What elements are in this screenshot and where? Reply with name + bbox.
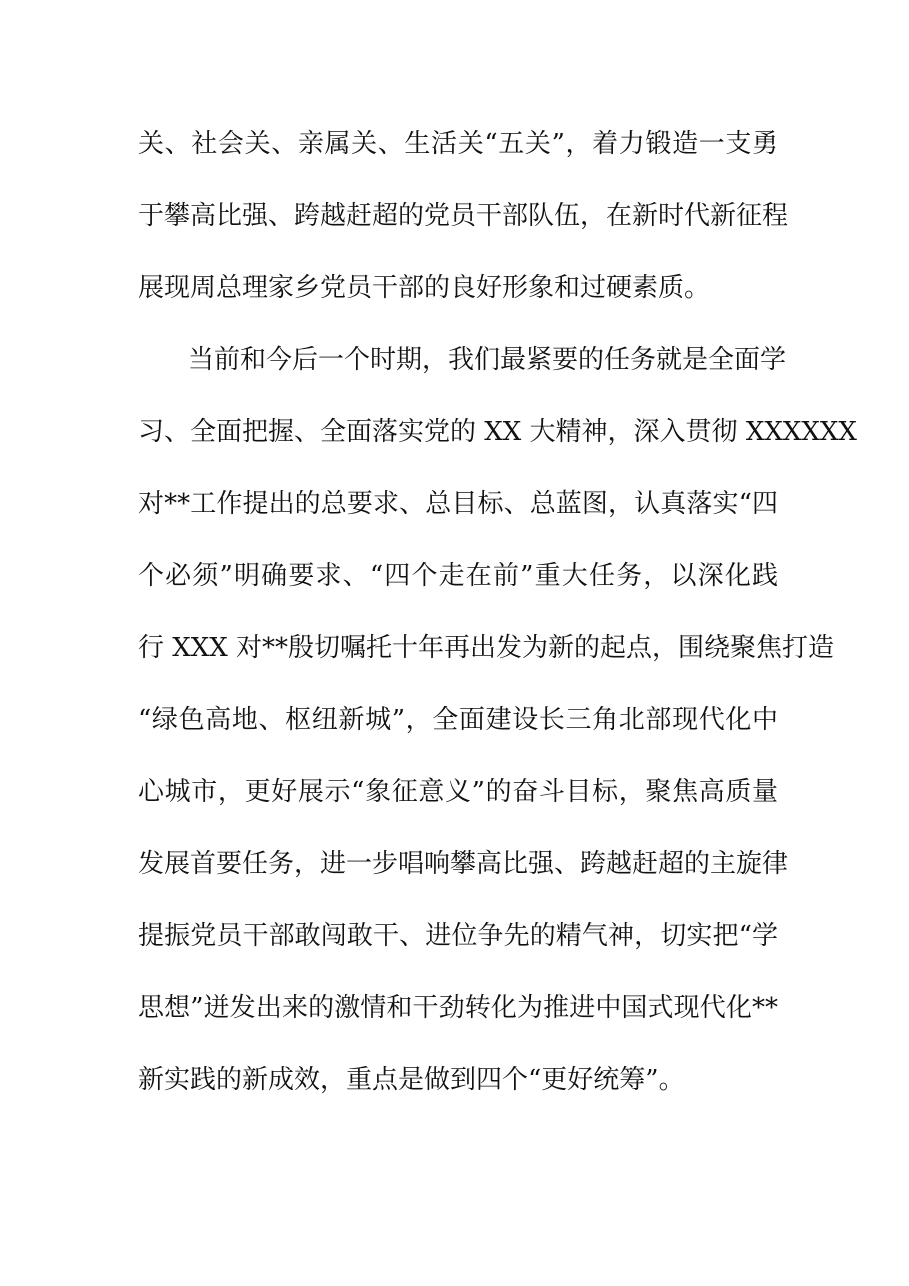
paragraph-2-line-6: “绿色高地、枢纽新城”，全面建设长三角北部现代化中: [138, 705, 778, 735]
paragraph-2-line-3: 对**工作提出的总要求、总目标、总蓝图，认真落实“四: [138, 489, 778, 519]
paragraph-1-line-2: 于攀高比强、跨越赶超的党员干部队伍，在新时代新征程: [138, 201, 789, 231]
paragraph-2-line-5: 行 XXX 对**殷切嘱托十年再出发为新的起点，围绕聚焦打造: [138, 633, 835, 663]
paragraph-2-line-9: 提振党员干部敢闯敢干、进位争先的精气神，切实把“学: [138, 921, 778, 951]
paragraph-1-line-3: 展现周总理家乡党员干部的良好形象和过硬素质。: [138, 273, 711, 303]
paragraph-2-line-4: 个必须”明确要求、“四个走在前”重大任务，以深化践: [138, 561, 778, 591]
paragraph-2-line-11: 新实践的新成效，重点是做到四个“更好统筹”。: [138, 1065, 685, 1095]
paragraph-2-line-7: 心城市，更好展示“象征意义”的奋斗目标，聚焦高质量: [138, 777, 778, 807]
paragraph-2-line-1: 当前和今后一个时期，我们最紧要的任务就是全面学: [188, 345, 787, 375]
paragraph-2-line-2: 习、全面把握、全面落实党的 XX 大精神，深入贯彻 XXXXXX: [138, 417, 857, 447]
paragraph-1-line-1: 关、社会关、亲属关、生活关“五关”，着力锻造一支勇: [138, 129, 778, 159]
paragraph-2-line-8: 发展首要任务，进一步唱响攀高比强、跨越赶超的主旋律: [138, 849, 789, 879]
paragraph-2-line-10: 思想”迸发出来的激情和干劲转化为推进中国式现代化**: [138, 993, 778, 1023]
